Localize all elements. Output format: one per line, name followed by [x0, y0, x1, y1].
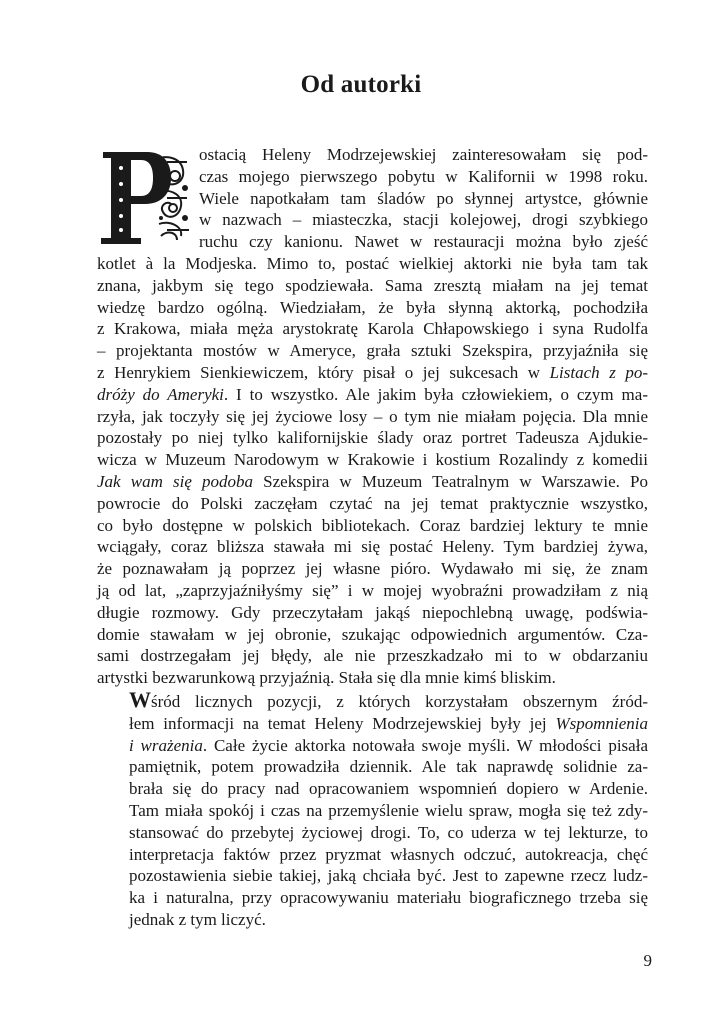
text-line: artystki bezwarunkową przyjaźnią. Stała się dla mnie kimś bliskim.	[97, 668, 556, 688]
text-line	[97, 713, 648, 735]
text-line: domie stawałam w jej obronie, szukając odpowiednich argumentów. Cza-	[97, 624, 648, 644]
text-run: Szekspira w Muzeum Teatralnym w Warszawie. Po	[253, 471, 648, 491]
paragraph-2	[97, 686, 648, 931]
body-text	[97, 144, 648, 931]
text-line: z Krakowa, miała męża arystokratę Karola Chłapowskiego i syna Rudolfa	[97, 319, 648, 339]
text-line: sami dostrzegałam jej błędy, ale nie przeszkadzało mi to w obdarzaniu	[97, 646, 648, 666]
text-line: wicza w Muzeum Narodowym w Krakowie i kostium Rozalindy z komedii	[97, 450, 648, 470]
text-line: znana, jakbym się tego spodziewała. Sama zresztą miałam na jej temat	[97, 275, 648, 295]
text-line	[97, 686, 648, 713]
book-title-italic: Listach z po-	[549, 362, 648, 382]
text-line	[97, 471, 648, 493]
text-line: stansować do przebytej życiowej drogi. To, co uderza w tej lekturze, to	[129, 822, 648, 842]
text-line: czas mojego pierwszego pobytu w Kalifornii w 1998 roku.	[199, 166, 648, 186]
lead-letter: W	[129, 686, 151, 712]
text-run: z Henrykiem Sienkiewiczem, który pisał o jej sukcesach w	[97, 362, 550, 382]
text-run: śród licznych pozycji, z których korzystałam obszernym źród-	[151, 691, 648, 711]
text-line	[97, 384, 648, 406]
text-line: że poznawałam ją poprzez jej własne pióro. Wydawało mi się, że znam	[97, 559, 648, 579]
text-line: pozostawienia siebie takiej, jaką chciała być. Jest to zapewne rzecz ludz-	[129, 866, 648, 886]
text-line: co było dostępne w polskich bibliotekach. Coraz bardziej lektury te mnie	[97, 515, 648, 535]
text-line	[97, 735, 648, 757]
book-title-italic: Wspomnienia	[555, 713, 648, 733]
text-line: Tam miała spokój i czas na przemyślenie wielu spraw, mogła się też zdy-	[129, 800, 648, 820]
text-line: kotlet à la Modjeska. Mimo to, postać wielkiej aktorki nie była tam tak	[97, 253, 648, 273]
text-run: łem informacji na temat Heleny Modrzejewskiej były jej	[129, 713, 556, 733]
text-line: ostacią Heleny Modrzejewskiej zainteresowałam się pod-	[199, 145, 648, 164]
text-line	[97, 362, 648, 384]
text-line: w nazwach – miasteczka, stacji kolejowej, drogi szybkiego	[199, 210, 648, 230]
book-title-italic: i wrażenia	[129, 735, 203, 755]
text-line: pamiętnik, potem prowadziła dziennik. Ale tak naprawdę solidnie za-	[129, 757, 648, 777]
text-line: jednak z tym liczyć.	[129, 909, 266, 929]
text-line: – projektanta mostów w Ameryce, grała sztuki Szekspira, przyjaźniła się	[97, 341, 648, 361]
play-title-italic: Jak wam się podoba	[97, 471, 254, 491]
text-line: ruchu czy kanionu. Nawet w restauracji można było zjeść	[199, 232, 648, 252]
text-run: . Całe życie aktorka notowała swoje myśli. W młodości pisała	[202, 735, 648, 755]
ornamental-dropcap	[97, 148, 193, 244]
text-line: ka i naturalna, przy opracowywaniu materiału biograficznego trzeba się	[129, 888, 648, 908]
page-number: 9	[643, 951, 652, 970]
text-line: interpretacja faktów przez pryzmat własnych odczuć, autokreacja, chęć	[129, 844, 648, 864]
text-line: Wiele napotkałam tam śladów po słynnej artystce, głównie	[199, 188, 648, 208]
text-line: wiedzę bardzo ogólną. Wiedziałam, że była słynną aktorką, pochodziła	[97, 297, 648, 317]
book-title-italic: dróży do Ameryki	[97, 384, 224, 404]
text-line: pozostały po niej tylko kalifornijskie ślady oraz portret Tadeusza Ajdukie-	[97, 428, 648, 448]
text-line: wciągały, coraz bliższa stawała mi się postać Heleny. Tym bardziej żywa,	[97, 537, 648, 557]
text-run: . I to wszystko. Ale jakim była człowiekiem, o czym ma-	[223, 384, 648, 404]
text-line: brała się do pracy nad opracowaniem wspomnień dopiero w Ardenie.	[129, 779, 648, 799]
text-line: rzyła, jak toczyły się jej życiowe losy – o tym nie miałam pojęcia. Dla mnie	[97, 406, 648, 426]
text-line: ją od lat, „zaprzyjaźniłyśmy się” i w mojej wyobraźni prowadziłam z nią	[97, 580, 648, 600]
paragraph-1	[97, 144, 648, 689]
text-line: długie rozmowy. Gdy przeczytałam jakąś niepochlebną uwagę, podświa-	[97, 602, 648, 622]
chapter-title: Od autorki	[300, 71, 422, 98]
text-line: powrocie do Polski zaczęłam czytać na jej temat praktycznie wszystko,	[97, 493, 648, 513]
